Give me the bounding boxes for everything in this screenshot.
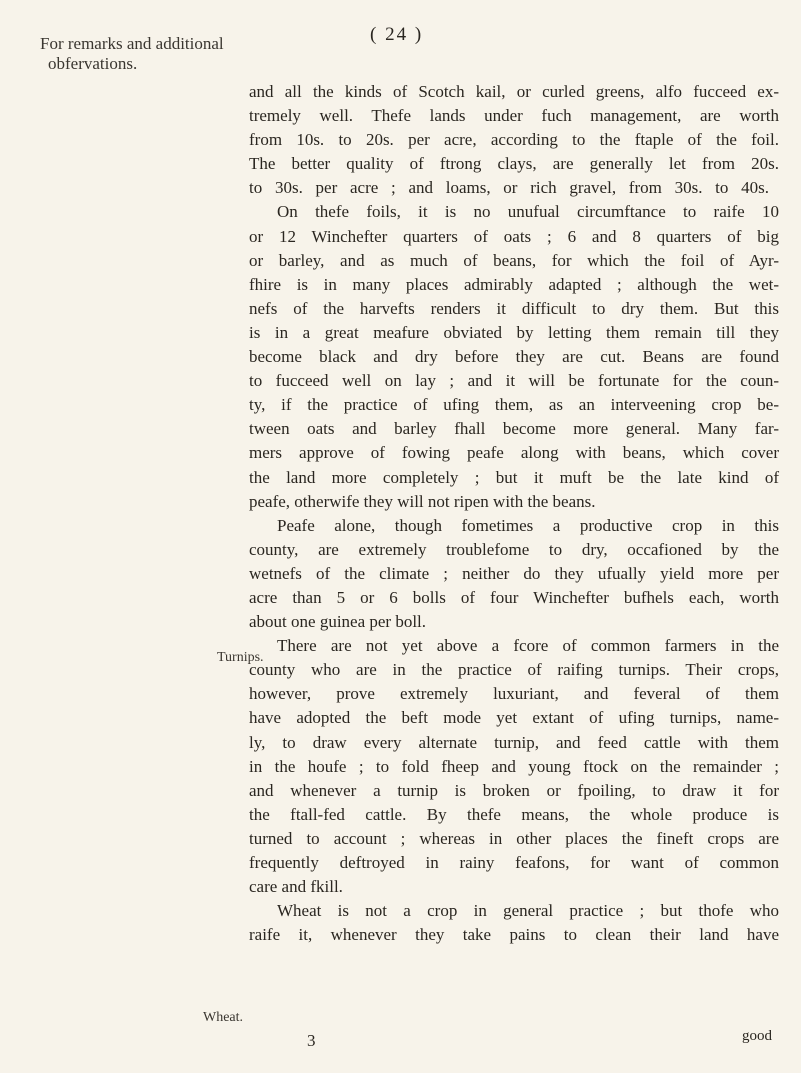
text-line: Wheat is not a crop in general practice ; but thofe who (277, 901, 779, 921)
text-line: to 30s. per acre ; and loams, or rich gravel, from 30s. to 40s. (249, 178, 769, 198)
text-line: from 10s. to 20s. per acre, according to the ftaple of the foil. (249, 130, 779, 150)
text-line: however, prove extremely luxuriant, and feveral of them (249, 684, 779, 704)
text-line: acre than 5 or 6 bolls of four Winchefter bufhels each, worth (249, 587, 779, 607)
text-line: and whenever a turnip is broken or fpoiling, to draw it for (249, 780, 779, 800)
text-line: nefs of the harvefts renders it difficult to dry them. But this (249, 298, 779, 318)
text-line: tween oats and barley fhall become more general. Many far- (249, 419, 779, 439)
signature-mark: 3 (307, 1031, 316, 1050)
text-line: There are not yet above a fcore of common farmers in the (277, 636, 779, 656)
text-line: mers approve of fowing peafe along with beans, which cover (249, 443, 779, 463)
text-line: or 12 Winchefter quarters of oats ; 6 and 8 quarters of big (249, 226, 779, 246)
text-line: become black and dry before they are cut. Beans are found (249, 347, 779, 367)
text-line: tremely well. Thefe lands under fuch management, are worth (249, 106, 779, 126)
side-note-line-2: obfervations. (48, 54, 138, 73)
text-line: On thefe foils, it is no unufual circumftance to raife 10 (277, 202, 779, 222)
text-line: care and fkill. (249, 877, 343, 897)
text-line: wetnefs of the climate ; neither do they ufually yield more per (249, 563, 779, 583)
side-note-remarks (40, 34, 224, 74)
margin-note-wheat: Wheat. (203, 1010, 244, 1025)
text-line: to fucceed well on lay ; and it will be fortunate for the coun- (249, 371, 779, 391)
text-line: and all the kinds of Scotch kail, or curled greens, alfo fucceed ex- (249, 82, 779, 101)
text-line: Peafe alone, though fometimes a productive crop in this (277, 515, 779, 535)
text-line: about one guinea per boll. (249, 612, 427, 632)
text-line: county who are in the practice of raifing turnips. Their crops, (249, 660, 779, 680)
text-line: in the houfe ; to fold fheep and young ftock on the remainder ; (249, 756, 779, 776)
page-number: ( 24 ) (370, 24, 424, 45)
text-line: county, are extremely troublefome to dry, occafioned by the (249, 539, 779, 559)
side-note-line-1: For remarks and additional (40, 34, 224, 53)
text-line: ty, if the practice of ufing them, as an interveening crop be- (249, 395, 779, 415)
text-line: frequently deftroyed in rainy feafons, for want of common (249, 853, 779, 872)
text-line: the ftall-fed cattle. By thefe means, the whole produce is (249, 804, 779, 824)
text-line: is in a great meafure obviated by letting them remain till they (249, 322, 779, 342)
text-line: have adopted the beft mode yet extant of ufing turnips, name- (249, 708, 779, 728)
text-line: peafe, otherwife they will not ripen with the beans. (249, 491, 596, 511)
text-line: the land more completely ; but it muft be the late kind of (249, 467, 779, 487)
margin-note-turnips: Turnips. (217, 650, 264, 665)
text-line: The better quality of ftrong clays, are generally let from 20s. (249, 154, 779, 174)
text-line: turned to account ; whereas in other places the fineft crops are (249, 828, 779, 848)
body-text (249, 80, 779, 947)
text-line: ly, to draw every alternate turnip, and feed cattle with them (249, 732, 779, 752)
text-line: raife it, whenever they take pains to clean their land have (249, 925, 779, 945)
text-line: or barley, and as much of beans, for which the foil of Ayr- (249, 250, 779, 270)
catchword: good (742, 1028, 772, 1044)
text-line: fhire is in many places admirably adapted ; although the wet- (249, 274, 779, 294)
